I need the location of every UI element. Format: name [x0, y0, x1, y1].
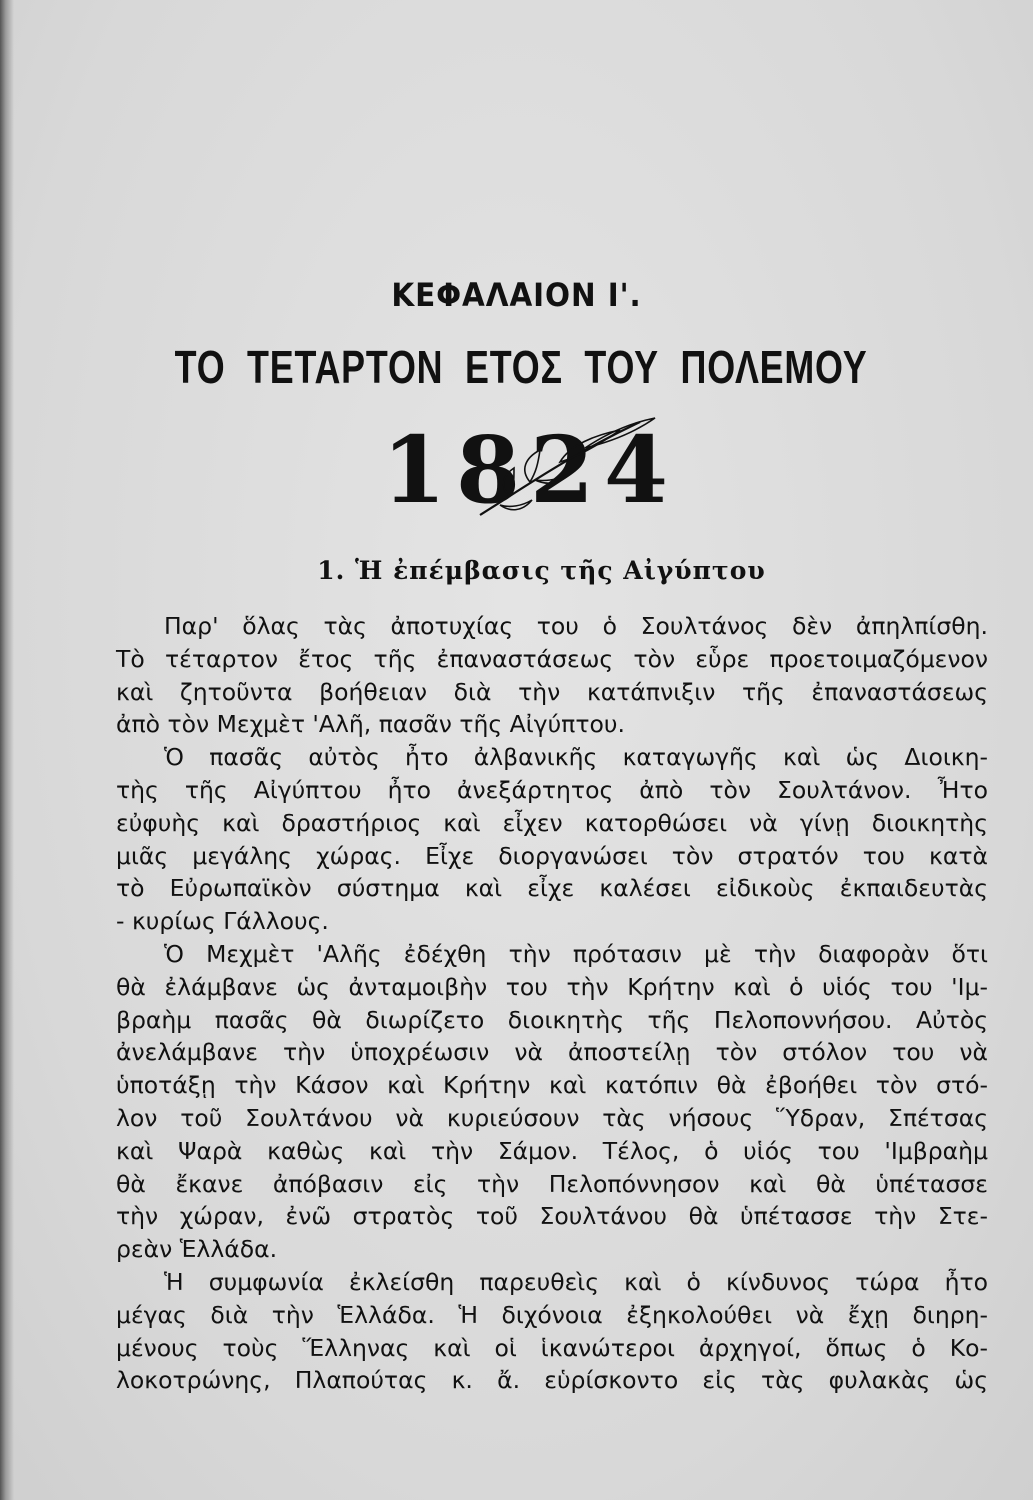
- text-line: ρεὰν Ἑλλάδα.: [116, 1235, 278, 1264]
- page-gutter-shadow: [0, 0, 14, 1500]
- chapter-label: ΚΕΦΑΛΑΙΟΝ Ι'.: [391, 276, 642, 314]
- text-line: Ὁ πασᾶς αὐτὸς ἦτο ἀλβανικῆς καταγωγῆς καὶ ὡς Διοικη-: [164, 743, 988, 772]
- chapter-title: ΤΟ ΤΕΤΑΡΤΟΝ ΕΤΟΣ ΤΟΥ ΠΟΛΕΜΟΥ: [174, 341, 868, 393]
- chapter-year: 1824: [381, 416, 679, 524]
- text-line: καὶ Ψαρὰ καθὼς καὶ τὴν Σάμον. Τέλος, ὁ υἱός του 'Ιμβραὴμ: [116, 1136, 988, 1165]
- text-line: εὐφυὴς καὶ δραστήριος καὶ εἶχεν κατορθώσει νὰ γίνῃ διοικητὴς: [116, 808, 988, 837]
- text-line: ἀπὸ τὸν Μεχμὲτ 'Αλῆ, πασᾶν τῆς Αἰγύπτου.: [116, 710, 625, 739]
- text-line: Παρ' ὅλας τὰς ἀποτυχίας του ὁ Σουλτάνος δὲν ἀπηλπίσθη.: [164, 612, 988, 640]
- laurel-branch-icon: [410, 410, 670, 530]
- year-ornament: [360, 410, 700, 530]
- text-line: ὑποτάξῃ τὴν Κάσον καὶ Κρήτην καὶ κατόπιν θὰ ἐβοήθει τὸν στό-: [116, 1071, 988, 1100]
- text-line: θὰ ἔκανε ἀπόβασιν εἰς τὴν Πελοπόννησον καὶ θὰ ὑπέτασσε: [116, 1169, 988, 1198]
- text-line: τὴς τῆς Αἰγύπτου ἦτο ἀνεξάρτητος ἀπὸ τὸν Σουλτάνον. Ἦτο: [116, 775, 988, 804]
- text-line: μιᾶς μεγάλης χώρας. Εἶχε διοργανώσει τὸν στρατόν του κατὰ: [116, 841, 988, 870]
- body-text: [116, 610, 988, 1397]
- text-line: μένους τοὺς Ἕλληνας καὶ οἱ ἱκανώτεροι ἀρχηγοί, ὅπως ὁ Κο-: [116, 1333, 988, 1362]
- text-line: Τὸ τέταρτον ἔτος τῆς ἐπαναστάσεως τὸν εὗρε προετοιμαζόμενον: [116, 644, 988, 673]
- text-line: τὸ Εὐρωπαϊκὸν σύστημα καὶ εἶχε καλέσει εἰδικοὺς ἐκπαιδευτὰς: [116, 874, 988, 903]
- text-line: βραὴμ πασᾶς θὰ διωρίζετο διοικητὴς τῆς Πελοποννήσου. Αὐτὸς: [116, 1005, 988, 1034]
- text-line: τὴν χώραν, ἐνῶ στρατὸς τοῦ Σουλτάνου θὰ ὑπέτασσε τὴν Στε-: [116, 1202, 988, 1231]
- text-line: μέγας διὰ τὴν Ἑλλάδα. Ἡ διχόνοια ἐξηκολούθει νὰ ἔχῃ διηρη-: [116, 1300, 988, 1329]
- text-line: Ἡ συμφωνία ἐκλείσθη παρευθεὶς καὶ ὁ κίνδυνος τώρα ἦτο: [164, 1267, 988, 1296]
- text-line: - κυρίως Γάλλους.: [116, 907, 329, 936]
- text-line: λον τοῦ Σουλτάνου νὰ κυριεύσουν τὰς νήσους Ὕδραν, Σπέτσας: [116, 1103, 988, 1132]
- section-heading: 1. Ἡ ἐπέμβασις τῆς Αἰγύπτου: [317, 556, 766, 585]
- text-line: θὰ ἐλάμβανε ὡς ἀνταμοιβὴν του τὴν Κρήτην καὶ ὁ υἱός του 'Ιμ-: [116, 972, 988, 1001]
- text-line: Ὁ Μεχμὲτ 'Αλῆς ἐδέχθη τὴν πρότασιν μὲ τὴν διαφορὰν ὅτι: [164, 939, 988, 968]
- text-line: λοκοτρώνης, Πλαπούτας κ. ἄ. εὑρίσκοντο εἰς τὰς φυλακὰς ὡς: [116, 1366, 988, 1395]
- text-line: ἀνελάμβανε τὴν ὑποχρέωσιν νὰ ἀποστείλῃ τὸν στόλον του νὰ: [116, 1038, 988, 1067]
- text-line: καὶ ζητοῦντα βοήθειαν διὰ τὴν κατάπνιξιν τῆς ἐπαναστάσεως: [116, 677, 988, 706]
